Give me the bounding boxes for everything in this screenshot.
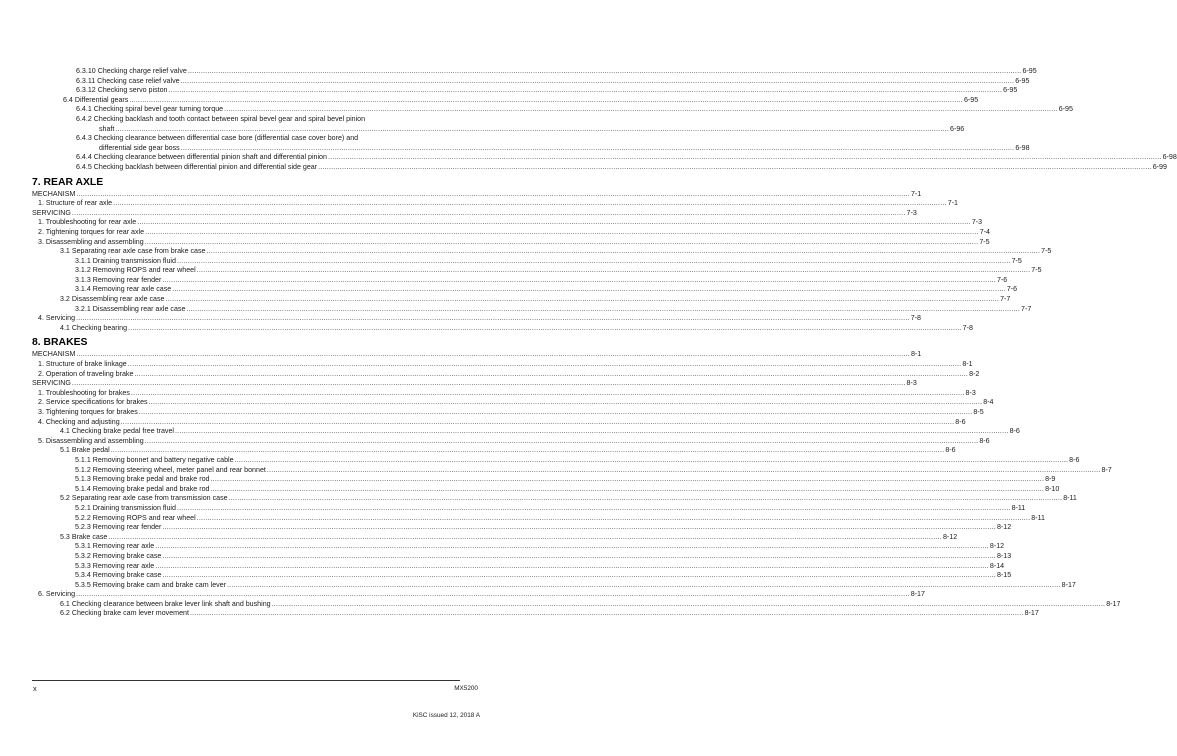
toc-entry[interactable]	[38, 237, 990, 248]
toc-entry-page: 8-17	[1024, 609, 1039, 618]
page-number: x	[33, 684, 37, 693]
toc-entry-page: 8-3	[906, 379, 917, 388]
toc-entry-page: 8-6	[1069, 455, 1080, 464]
toc-entry[interactable]	[38, 398, 994, 408]
toc-entry-title: 5.2.1 Draining transmission fluid	[75, 503, 176, 512]
toc-entry-page: 6-98	[1015, 143, 1030, 152]
toc-entry-title: 5.3.1 Removing rear axle	[75, 542, 155, 551]
dot-leader	[72, 379, 906, 389]
toc-entry-page: 7-1	[910, 189, 922, 198]
dot-leader	[115, 125, 949, 135]
toc-entry-page: 6-95	[1022, 67, 1037, 75]
toc-entry[interactable]	[32, 379, 917, 389]
toc-entry-page: 8-12	[989, 542, 1005, 551]
toc-entry-title: 3. Tightening torques for brakes	[38, 408, 138, 416]
dot-leader	[207, 247, 1041, 257]
toc-entry-title: 5.3 Brake case	[60, 532, 108, 541]
toc-entry-title: 6.3.10 Checking charge relief valve	[76, 67, 187, 75]
toc-entry-title: 2. Service specifications for brakes	[38, 398, 148, 407]
toc-entry[interactable]	[75, 542, 1005, 552]
toc-entry-title: 5.1 Brake pedal	[60, 446, 110, 455]
toc-entry-page: 6-95	[1015, 76, 1030, 85]
toc-entry-page: 8-11	[1031, 513, 1045, 522]
toc-entry-title: 3.2 Disassembling rear axle case	[60, 295, 165, 304]
toc-entry-title: SERVICING	[32, 208, 71, 217]
toc-entry[interactable]	[60, 446, 956, 456]
toc-entry-page: 6-99	[1152, 162, 1167, 171]
toc-entry[interactable]	[60, 295, 1011, 305]
toc-entry-title: 5.1.1 Removing bonnet and battery negative cable	[75, 455, 234, 464]
dot-leader	[272, 600, 1106, 610]
toc-entry-title: 3.2.1 Disassembling rear axle case	[75, 304, 186, 313]
toc-entry[interactable]	[38, 218, 983, 228]
toc-entry[interactable]	[63, 95, 979, 106]
toc-entry-page: 8-12	[942, 532, 958, 541]
toc-entry-title: 4. Checking and adjusting	[38, 417, 120, 426]
toc-entry[interactable]	[32, 189, 922, 200]
toc-entry-page: 8-13	[996, 551, 1012, 560]
table-of-contents	[0, 67, 1177, 619]
toc-entry-title: 5.1.2 Removing steering wheel, meter panel and rear bonnet	[75, 465, 266, 474]
toc-entry[interactable]	[75, 580, 1076, 591]
toc-entry-page: 8-17	[1106, 599, 1121, 608]
dot-leader	[162, 276, 996, 286]
toc-entry-title: 6.4 Differential gears	[63, 95, 129, 104]
toc-entry-title: 6.4.1 Checking spiral bevel gear turning torque	[76, 105, 224, 114]
toc-entry-title: 6.4.2 Checking backlash and tooth contact between spiral bevel gear and spiral bevel pinion	[76, 114, 366, 123]
toc-entry[interactable]	[38, 199, 959, 209]
toc-entry[interactable]	[38, 590, 925, 600]
dot-leader	[197, 266, 1031, 276]
toc-entry[interactable]	[75, 275, 1008, 286]
toc-entry-page: 8-14	[989, 561, 1005, 570]
toc-entry-page: 7-6	[996, 275, 1008, 284]
toc-entry[interactable]	[60, 609, 1039, 619]
toc-entry[interactable]	[76, 86, 1018, 96]
toc-entry[interactable]	[60, 247, 1052, 257]
toc-entry-page: 7-3	[906, 208, 917, 217]
toc-entry[interactable]	[75, 475, 1056, 485]
dot-leader	[72, 209, 906, 219]
dot-leader	[188, 67, 1022, 77]
toc-entry-title: MECHANISM	[32, 189, 76, 198]
toc-entry[interactable]	[75, 551, 1012, 562]
dot-leader	[113, 199, 947, 209]
dot-leader	[145, 238, 979, 248]
dot-leader	[210, 485, 1044, 495]
toc-entry[interactable]	[75, 266, 1042, 276]
dot-leader	[155, 562, 989, 572]
toc-entry-title: 6.4.4 Checking clearance between differential pinion shaft and differential pinion	[76, 153, 327, 162]
dot-leader	[162, 571, 996, 581]
dot-leader	[76, 190, 910, 200]
dot-leader	[162, 552, 996, 562]
toc-entry-page: 7-4	[979, 227, 990, 236]
toc-entry-page: 6-95	[1058, 105, 1073, 114]
toc-entry-title: 5.3.4 Removing brake case	[75, 571, 162, 580]
toc-entry[interactable]	[38, 436, 990, 447]
toc-entry[interactable]	[60, 494, 1077, 504]
toc-entry-page: 7-5	[1011, 256, 1022, 265]
toc-entry-title: 6.3.12 Checking servo piston	[76, 86, 168, 95]
toc-entry-page: 8-17	[910, 590, 925, 599]
toc-entry-page: 8-6	[955, 417, 966, 426]
dot-leader	[169, 86, 1003, 96]
issue-note: KiSC issued 12, 2018 A	[412, 712, 480, 719]
toc-entry-page: 6-98	[1162, 153, 1177, 162]
toc-entry-title: 5.1.4 Removing brake pedal and brake rod	[75, 484, 210, 493]
toc-entry-page: 7-1	[947, 199, 959, 208]
toc-entry-title: 5.3.2 Removing brake case	[75, 551, 162, 560]
toc-entry[interactable]	[38, 369, 980, 380]
dot-leader	[128, 360, 962, 370]
toc-entry-title: SERVICING	[32, 379, 71, 388]
toc-entry[interactable]	[75, 256, 1022, 267]
toc-entry[interactable]	[38, 388, 976, 399]
dot-leader	[139, 408, 973, 418]
dot-leader	[267, 466, 1101, 476]
toc-entry-page: 8-15	[996, 571, 1012, 580]
dot-leader	[134, 370, 968, 380]
toc-entry[interactable]	[75, 304, 1032, 315]
chapter-heading: 8. BRAKES	[32, 337, 88, 349]
toc-entry-title: 4.1 Checking brake pedal free travel	[60, 427, 174, 436]
toc-entry-title: 1. Troubleshooting for brakes	[38, 388, 130, 397]
toc-entry-title: 6.3.11 Checking case relief valve	[76, 76, 180, 85]
toc-entry[interactable]	[75, 561, 1005, 572]
toc-entry-title: 5.2.2 Removing ROPS and rear wheel	[75, 513, 196, 522]
toc-entry-page: 6-96	[950, 124, 965, 133]
dot-leader	[155, 542, 989, 552]
dot-leader	[76, 314, 910, 324]
dot-leader	[181, 144, 1015, 154]
toc-entry-title: differential side gear boss	[99, 143, 180, 152]
dot-leader	[149, 398, 983, 408]
toc-entry-title: 2. Operation of traveling brake	[38, 369, 134, 378]
toc-entry[interactable]	[76, 67, 1037, 77]
toc-entry-title: 6.4.3 Checking clearance between differential case bore (differential case cover bore) and	[76, 134, 359, 143]
toc-entry-page: 8-11	[1063, 494, 1077, 503]
toc-entry[interactable]	[75, 571, 1012, 581]
toc-entry[interactable]	[99, 124, 965, 135]
toc-entry-page: 7-7	[1021, 304, 1032, 313]
toc-entry[interactable]	[99, 143, 1030, 154]
toc-entry[interactable]	[75, 455, 1080, 466]
dot-leader	[76, 590, 910, 600]
toc-entry-page: 7-3	[971, 218, 983, 227]
dot-leader	[328, 153, 1162, 163]
dot-leader	[165, 295, 999, 305]
toc-entry-title: 5.2 Separating rear axle case from transmission case	[60, 494, 228, 503]
dot-leader	[235, 456, 1069, 466]
toc-entry-title: 3.1.1 Draining transmission fluid	[75, 256, 176, 265]
toc-entry-page: 8-2	[969, 369, 980, 378]
toc-entry[interactable]	[60, 323, 973, 334]
toc-entry-page: 8-6	[1009, 427, 1020, 436]
toc-entry[interactable]	[75, 285, 1018, 295]
toc-entry-title: 5.3.5 Removing brake cam and brake cam lever	[75, 580, 227, 589]
dot-leader	[129, 96, 963, 106]
toc-entry[interactable]	[76, 162, 1167, 173]
toc-entry-page: 8-10	[1045, 484, 1060, 493]
toc-entry-page: 7-5	[1031, 266, 1042, 275]
dot-leader	[121, 418, 955, 428]
toc-entry[interactable]	[75, 484, 1060, 495]
chapter-heading: 7. REAR AXLE	[32, 176, 104, 188]
toc-entry-page: 7-7	[1000, 295, 1011, 304]
dot-leader	[186, 305, 1020, 315]
dot-leader	[162, 523, 996, 533]
toc-entry-page: 8-9	[1045, 475, 1056, 484]
toc-entry[interactable]	[38, 227, 990, 238]
toc-entry-title: 5.1.3 Removing brake pedal and brake rod	[75, 475, 210, 484]
toc-entry-title: 3.1 Separating rear axle case from brake case	[60, 247, 206, 256]
toc-entry[interactable]	[38, 408, 984, 418]
dot-leader	[175, 427, 1009, 437]
toc-entry[interactable]	[76, 76, 1030, 87]
toc-entry-title: 3.1.4 Removing rear axle case	[75, 285, 172, 294]
toc-entry-page: 8-11	[1011, 503, 1026, 512]
toc-entry[interactable]	[32, 208, 917, 219]
dot-leader	[227, 581, 1061, 591]
toc-entry-page: 8-6	[979, 436, 990, 445]
toc-entry[interactable]	[60, 599, 1121, 610]
toc-entry-page: 8-1	[910, 350, 922, 359]
toc-entry-page: 8-7	[1101, 465, 1112, 474]
toc-entry-title: 6. Servicing	[38, 590, 76, 599]
toc-entry-page: 6-95	[963, 95, 979, 104]
toc-entry-title: 5.3.3 Removing rear axle	[75, 561, 155, 570]
dot-leader	[137, 218, 971, 228]
toc-entry[interactable]	[32, 350, 922, 360]
toc-entry[interactable]	[60, 532, 958, 543]
toc-entry-page: 8-5	[973, 408, 984, 416]
dot-leader	[145, 228, 979, 238]
toc-entry[interactable]	[76, 134, 462, 144]
toc-entry[interactable]	[75, 465, 1112, 476]
toc-entry[interactable]	[76, 105, 1073, 115]
footer-divider	[32, 680, 460, 681]
toc-entry[interactable]	[60, 427, 1020, 437]
toc-entry-title: 1. Structure of brake linkage	[38, 360, 127, 369]
toc-entry-title: 6.4.5 Checking backlash between differential pinion and differential side gear	[76, 162, 318, 171]
toc-entry[interactable]	[38, 360, 973, 370]
toc-entry-page: 8-1	[962, 360, 973, 369]
dot-leader	[108, 533, 942, 543]
dot-leader	[128, 324, 962, 334]
dot-leader	[190, 609, 1024, 619]
toc-entry[interactable]	[38, 417, 966, 428]
toc-entry-page: 7-5	[979, 237, 990, 246]
toc-entry-title: 3. Disassembling and assembling	[38, 237, 144, 246]
toc-entry-page: 8-4	[983, 398, 994, 407]
toc-entry-page: 8-6	[945, 446, 956, 455]
dot-leader	[197, 514, 1031, 524]
dot-leader	[181, 77, 1015, 87]
dot-leader	[177, 504, 1011, 514]
model-name: MX5200	[454, 685, 478, 692]
toc-entry-title: 1. Structure of rear axle	[38, 199, 113, 208]
toc-entry[interactable]	[38, 314, 921, 324]
toc-entry-page: 7-8	[910, 314, 921, 323]
dot-leader	[145, 437, 979, 447]
toc-entry-page: 8-12	[996, 523, 1012, 532]
toc-entry-page: 8-17	[1061, 580, 1076, 589]
toc-entry[interactable]	[76, 153, 1177, 163]
dot-leader	[210, 475, 1044, 485]
toc-entry-page: 7-6	[1006, 285, 1018, 294]
toc-entry-title: MECHANISM	[32, 350, 76, 359]
toc-entry-page: 7-5	[1041, 247, 1052, 256]
dot-leader	[318, 163, 1152, 173]
toc-entry-page: 8-3	[965, 388, 976, 397]
dot-leader	[224, 105, 1058, 115]
toc-entry[interactable]	[75, 503, 1026, 514]
dot-leader	[131, 389, 965, 399]
toc-entry[interactable]	[75, 513, 1045, 524]
toc-entry-title: 3.1.2 Removing ROPS and rear wheel	[75, 266, 196, 275]
dot-leader	[172, 285, 1006, 295]
toc-entry-page: 6-95	[1003, 86, 1018, 95]
toc-entry[interactable]	[76, 115, 462, 125]
dot-leader	[111, 446, 945, 456]
toc-entry-page: 7-8	[962, 323, 973, 332]
toc-entry-title: 5.2.3 Removing rear fender	[75, 523, 162, 532]
toc-entry[interactable]	[75, 523, 1012, 533]
dot-leader	[76, 350, 910, 360]
toc-entry-title: 1. Troubleshooting for rear axle	[38, 218, 137, 227]
toc-entry-title: shaft	[99, 124, 115, 133]
toc-entry-title: 6.1 Checking clearance between brake lever link shaft and bushing	[60, 599, 271, 608]
toc-entry-title: 3.1.3 Removing rear fender	[75, 275, 162, 284]
toc-entry-title: 4.1 Checking bearing	[60, 323, 128, 332]
toc-entry-title: 4. Servicing	[38, 314, 76, 323]
dot-leader	[229, 494, 1063, 504]
toc-entry-title: 6.2 Checking brake cam lever movement	[60, 609, 189, 618]
toc-entry-title: 5. Disassembling and assembling	[38, 436, 144, 445]
dot-leader	[177, 257, 1011, 267]
toc-entry-title: 2. Tightening torques for rear axle	[38, 227, 145, 236]
